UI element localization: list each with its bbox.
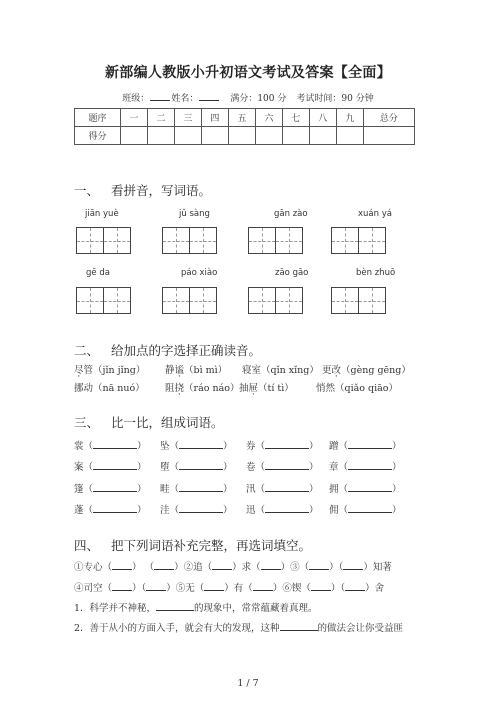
answer-blank[interactable] [280, 622, 318, 631]
dotted-char: 屉 [248, 383, 259, 394]
compare-item[interactable]: 佣（ ） [329, 505, 402, 516]
compare-char: 佣 [329, 505, 339, 516]
question-text: 1．科学并不神秘， [74, 603, 157, 614]
writing-grid[interactable] [248, 227, 303, 254]
pinyin-label: xuán yá [358, 209, 392, 219]
table-cell: 六 [255, 109, 282, 127]
table-cell: 七 [282, 109, 309, 127]
pronunciation-line-2 [74, 380, 398, 394]
compare-item[interactable]: 坠（ ） [160, 441, 233, 452]
option-text: 更 [322, 365, 332, 376]
compare-char: 裳 [74, 441, 84, 452]
idiom-blank[interactable] [112, 561, 132, 570]
idiom-text: ）⑥锲（ [272, 583, 311, 594]
option-text: 悄然（qiǎo qiāo） [316, 383, 399, 394]
compare-char: 堕 [160, 462, 170, 473]
option-text: 挪动（nā nuó） [74, 383, 145, 394]
compare-item[interactable]: 蓬（ ） [74, 505, 147, 516]
writing-grid[interactable] [162, 287, 217, 314]
idiom-blank[interactable] [146, 582, 166, 591]
compare-item[interactable]: 堕（ ） [160, 462, 233, 473]
score-cell[interactable] [282, 127, 309, 145]
name-blank[interactable] [199, 93, 219, 101]
idiom-blank[interactable] [309, 561, 329, 570]
idiom-text: ）⑤无（ [166, 583, 205, 594]
writing-grid[interactable] [76, 287, 131, 314]
pinyin-label: gān zào [274, 209, 308, 219]
table-cell: 一 [121, 109, 148, 127]
score-table-header-row [75, 109, 415, 127]
section-title: 看拼音，写词语。 [111, 183, 212, 198]
writing-grid[interactable] [162, 227, 217, 254]
name-label: 姓名： [171, 94, 199, 104]
compare-item[interactable]: 蹭（ ） [329, 441, 402, 452]
dotted-char: 改 [331, 365, 342, 376]
idiom-text: ）（ [329, 562, 344, 573]
compare-item[interactable]: 卷（ ） [246, 462, 319, 473]
idiom-text: ）（ [330, 583, 346, 594]
compare-item[interactable]: 券（ ） [246, 441, 319, 452]
option-text: （gèng gēng） [341, 365, 411, 376]
table-cell: 三 [174, 109, 201, 127]
section-number: 一、 [74, 183, 100, 198]
section-title: 比一比，组成词语。 [111, 415, 224, 430]
idiom-text: ）求（ [232, 562, 261, 573]
idiom-text: ）舍 [365, 583, 385, 594]
table-cell: 五 [228, 109, 255, 127]
idiom-blank[interactable] [343, 561, 363, 570]
score-cell[interactable] [201, 127, 228, 145]
class-blank[interactable] [150, 93, 170, 101]
idiom-line-2 [74, 580, 384, 594]
score-cell[interactable] [255, 127, 282, 145]
compare-char: 蓬 [74, 505, 84, 516]
idiom-text: ）有（ [224, 583, 253, 594]
writing-grid[interactable] [248, 287, 303, 314]
idiom-blank[interactable] [154, 561, 174, 570]
idiom-text: ④司空（ [74, 583, 113, 594]
section-title: 给加点的字选择正确读音。 [111, 343, 262, 358]
pronunciation-line-1 [74, 362, 411, 376]
document-title: 新部编人教版小升初语文考试及答案【全面】 [105, 65, 391, 81]
question-1 [74, 600, 318, 614]
compare-char: 畦 [160, 484, 170, 495]
compare-char: 案 [74, 462, 84, 473]
compare-char: 迅 [246, 505, 256, 516]
table-cell: 题序 [75, 109, 121, 127]
section-number: 四、 [74, 538, 100, 553]
compare-item[interactable]: 汛（ ） [246, 484, 319, 495]
table-cell: 八 [309, 109, 336, 127]
compare-char: 汛 [246, 484, 256, 495]
score-cell[interactable] [309, 127, 336, 145]
compare-item[interactable]: 迅（ ） [246, 505, 319, 516]
compare-char: 拥 [329, 484, 339, 495]
pinyin-label: gē da [86, 268, 110, 278]
section-3-heading [74, 413, 224, 431]
compare-char: 章 [329, 462, 339, 473]
idiom-text: ）（ [132, 583, 147, 594]
idiom-text: ） [132, 562, 142, 573]
dotted-char: 谧 [174, 365, 185, 376]
table-cell: 四 [201, 109, 228, 127]
idiom-text: ）②追（ [174, 562, 213, 573]
pinyin-label: páo xiào [181, 268, 218, 278]
question-text: 2．善于从小的方面入手，就会有大的发现，这种 [74, 623, 280, 634]
writing-grid[interactable] [331, 227, 386, 254]
idiom-blank[interactable] [212, 561, 232, 570]
idiom-text: ）③（ [280, 562, 310, 573]
option-text: （ráo náo） [184, 383, 240, 394]
full-score: 满分：100 分 [230, 94, 287, 104]
compare-item[interactable]: 畦（ ） [160, 484, 233, 495]
score-table-score-row [75, 127, 415, 145]
option-text: 寝室（ [242, 365, 271, 376]
table-cell: 二 [147, 109, 174, 127]
pinyin-label: bèn zhuō [356, 268, 396, 278]
compare-item[interactable]: 拥（ ） [329, 484, 402, 495]
section-number: 三、 [74, 415, 100, 430]
compare-char: 洼 [160, 505, 170, 516]
section-number: 二、 [74, 343, 100, 358]
idiom-text: ）知著 [363, 562, 392, 573]
compare-char: 蹭 [329, 441, 339, 452]
table-cell: 得分 [75, 127, 121, 145]
option-text: 管（jǐn jǐng） [83, 365, 146, 376]
idiom-blank[interactable] [204, 582, 224, 591]
exam-time: 考试时间：90 分钟 [296, 94, 374, 104]
option-text: （bì mì） [184, 365, 228, 376]
idiom-text: （ [144, 562, 155, 573]
class-label: 班级： [122, 94, 150, 104]
idiom-blank[interactable] [311, 582, 331, 591]
idiom-blank[interactable] [261, 561, 281, 570]
compare-char: 篷 [74, 484, 84, 495]
score-cell[interactable] [174, 127, 201, 145]
score-cell[interactable] [121, 127, 148, 145]
option-text: 阻 [165, 383, 175, 394]
compare-char: 坠 [160, 441, 170, 452]
answer-blank[interactable] [156, 602, 194, 611]
compare-item[interactable]: 案（ ） [74, 462, 147, 473]
option-text: qǐn xǐng） [270, 365, 319, 376]
score-cell[interactable] [336, 127, 363, 145]
exam-info [0, 91, 496, 104]
idiom-blank[interactable] [112, 582, 132, 591]
pinyin-label: zāo gāo [275, 268, 309, 278]
pinyin-label: jiān yuè [85, 209, 119, 219]
writing-grid[interactable] [76, 227, 131, 254]
table-cell: 九 [336, 109, 363, 127]
idiom-blank[interactable] [253, 582, 273, 591]
section-title: 把下列词语补充完整，再选词填空。 [111, 538, 312, 553]
compare-item[interactable]: 篷（ ） [74, 484, 147, 495]
score-cell[interactable] [228, 127, 255, 145]
compare-item[interactable]: 洼（ ） [160, 505, 233, 516]
writing-grid[interactable] [331, 287, 386, 314]
question-text: 的现象中，常常蕴藏着真理。 [194, 603, 318, 614]
idiom-blank[interactable] [345, 582, 365, 591]
section-4-heading [74, 536, 311, 554]
idiom-line-1 [74, 559, 392, 573]
section-1-heading [74, 181, 211, 199]
option-text: 静 [165, 365, 175, 376]
pinyin-label: jǔ sàng [179, 209, 210, 219]
score-table [74, 108, 415, 145]
section-2-heading [74, 341, 261, 359]
score-cell[interactable] [363, 127, 414, 145]
compare-char: 卷 [246, 462, 256, 473]
compare-item[interactable]: 裳（ ） [74, 441, 147, 452]
dotted-char: 尽 [74, 365, 84, 376]
idiom-text: ①专心（ [74, 562, 113, 573]
dotted-char: 挠 [174, 383, 185, 394]
option-text: 抽 [239, 383, 249, 394]
compare-char: 券 [246, 441, 256, 452]
table-cell: 总分 [363, 109, 414, 127]
question-text: 的做法会让你受益匪 [317, 623, 404, 634]
question-2 [74, 620, 403, 634]
score-cell[interactable] [147, 127, 174, 145]
page-number: 1 / 7 [237, 678, 259, 689]
option-text: （tí tì） [258, 383, 294, 394]
compare-item[interactable]: 章（ ） [329, 462, 402, 473]
